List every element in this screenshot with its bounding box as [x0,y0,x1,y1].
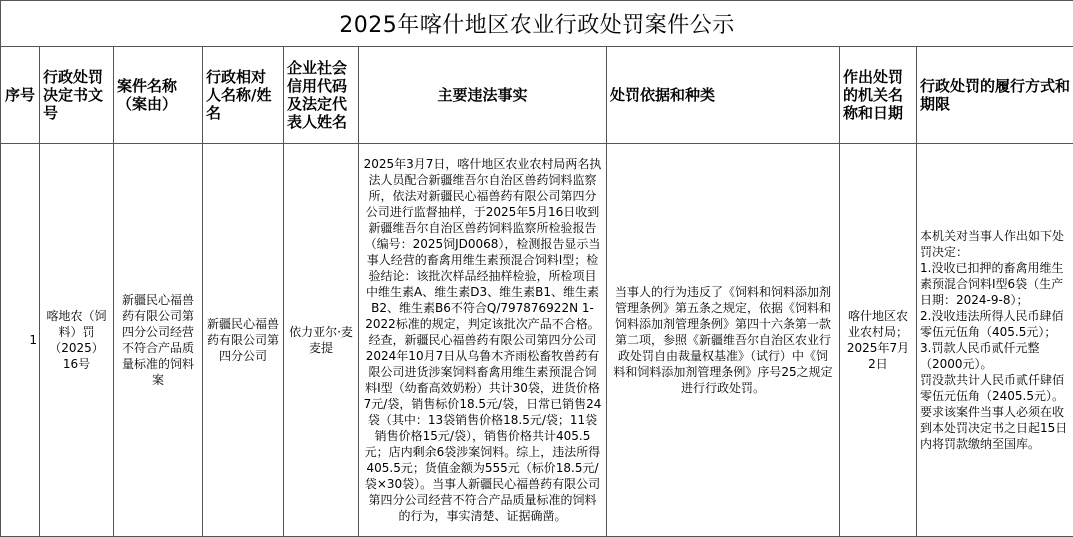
header-row [1,47,1073,144]
cell-method [917,144,1073,537]
cell-rep: 依力亚尔·麦麦提 [284,144,359,537]
method-line: 1.没收已扣押的畜禽用维生素预混合饲料Ⅰ型6袋（生产日期：2024-9-8）； [920,260,1070,308]
header-doc-no: 行政处罚决定书文号 [40,47,114,144]
header-case-name: 案件名称（案由） [114,47,203,144]
cell-facts: 2025年3月7日，喀什地区农业农村局两名执法人员配合新疆维吾尔自治区兽药饲料监察所，依法对新疆民心福兽药有限公司第四分公司进行监督抽样，于2025年5月16日收到新疆维吾尔自治区兽药饲料监察所检验报告（编号：2025饲JD0068），检测报告显示当事人经营的畜禽用维生素预混合饲料Ⅰ型；检验结论：该批次样品经抽样检验，所检项目中维生素A、维生素D3、维生素B1、维生素B2、维生素B6不符合Q/797876922N 1-2022标准的规定，判定该批次产品不合格。经查，新疆民心福兽药有限公司第四分公司2024年10月7日从乌鲁木齐雨松畜牧兽药有限公司进货涉案饲料畜禽用维生素预混合饲料Ⅰ型（幼畜高效奶粉）共计30袋，进货价格7元/袋，销售标价18.5元/袋，日常已销售24袋（其中：13袋销售价格18.5元/袋；11袋销售价格15元/袋），销售价格共计405.5元；店内剩余6袋涉案饲料。综上，违法所得405.5元；货值金额为555元（标价18.5元/袋×30袋）。当事人新疆民心福兽药有限公司第四分公司经营不符合产品质量标准的饲料的行为，事实清楚、证据确凿。 [359,144,607,537]
header-party: 行政相对人名称/姓名 [203,47,284,144]
header-method: 行政处罚的履行方式和期限 [917,47,1073,144]
cell-party: 新疆民心福兽药有限公司第四分公司 [203,144,284,537]
header-credit-code-rep: 企业社会信用代码及法定代表人姓名 [284,47,359,144]
method-line: 本机关对当事人作出如下处罚决定： [920,228,1070,260]
cell-org-date: 喀什地区农业农村局；2025年7月2日 [840,144,917,537]
header-basis: 处罚依据和种类 [607,47,840,144]
cell-doc-no: 喀地农（饲料）罚（2025）16号 [40,144,114,537]
page-title: 2025年喀什地区农业行政处罚案件公示 [1,1,1073,47]
header-org-date: 作出处罚的机关名称和日期 [840,47,917,144]
cell-case-name: 新疆民心福兽药有限公司第四分公司经营不符合产品质量标准的饲料案 [114,144,203,537]
cell-basis: 当事人的行为违反了《饲料和饲料添加剂管理条例》第五条之规定，依据《饲料和饲料添加剂管理条例》第四十六条第一款第二项，参照《新疆维吾尔自治区农业行政处罚自由裁量权基准》（试行）中《饲料和饲料添加剂管理条例》序号25之规定进行行政处罚。 [607,144,840,537]
method-line: 2.没收违法所得人民币肆佰零伍元伍角（405.5元）； [920,308,1070,340]
table-row [1,144,1073,537]
method-line: 要求该案件当事人必须在收到本处罚决定书之日起15日内将罚款缴纳至国库。 [920,404,1070,452]
header-seq: 序号 [1,47,40,144]
header-facts: 主要违法事实 [359,47,607,144]
cell-seq: 1 [1,144,40,537]
method-line: 罚没款共计人民币贰仟肆佰零伍元伍角（2405.5元）。 [920,372,1070,404]
method-line: 3.罚款人民币贰仟元整（2000元）。 [920,340,1070,372]
